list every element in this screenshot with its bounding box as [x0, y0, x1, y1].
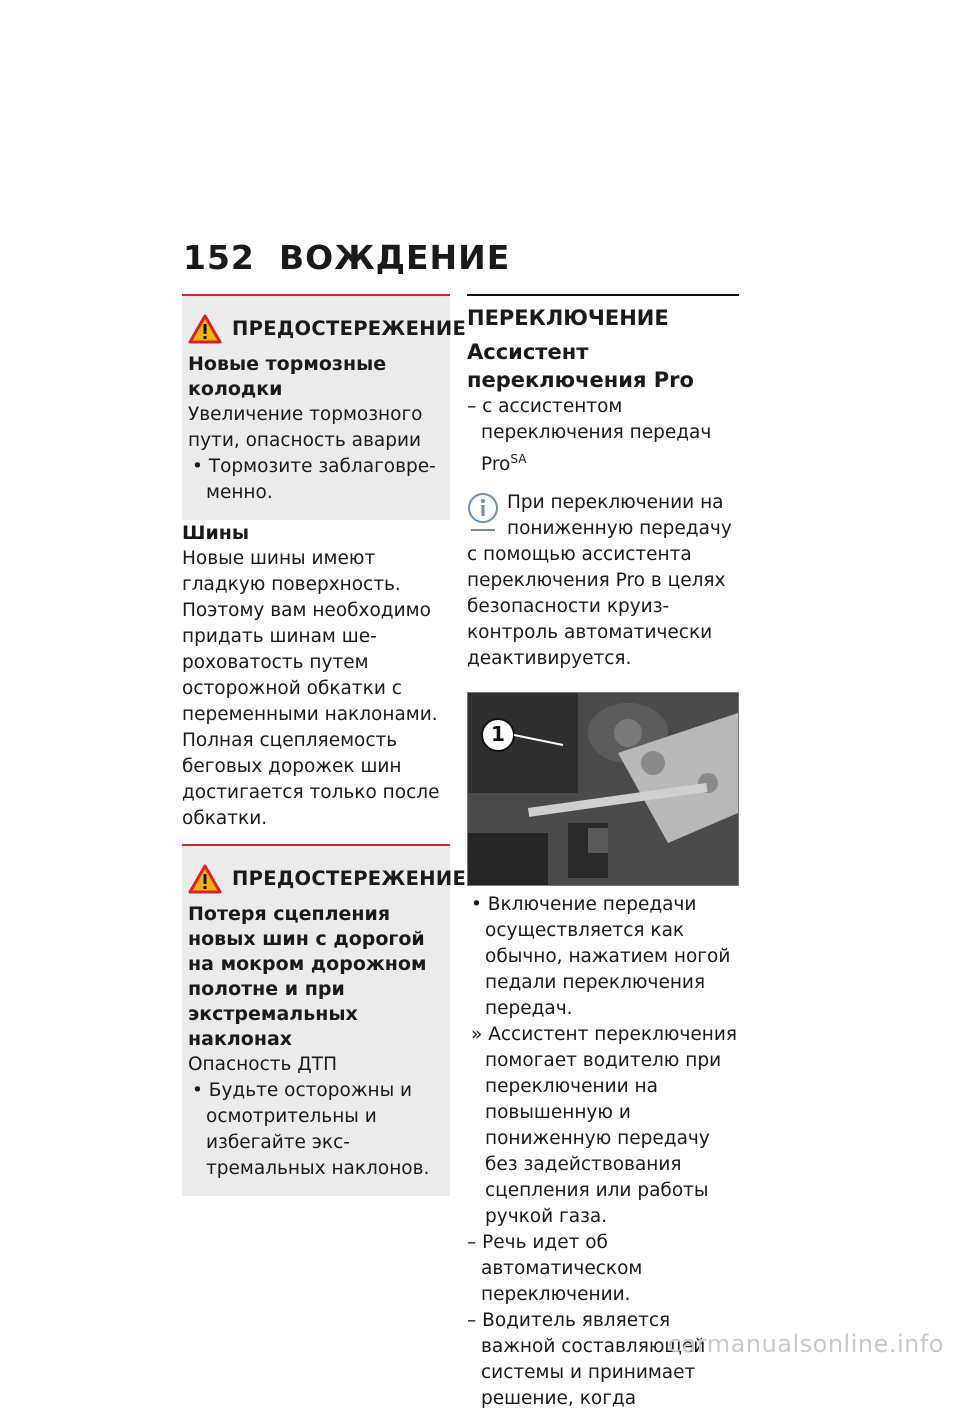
warning-triangle-icon [188, 864, 222, 894]
warning-bullet: • Будьте осторожны и осмотрительны и избегайте экстремальных наклонов. [192, 1080, 430, 1179]
photo-illustration [468, 693, 738, 885]
right-column [467, 294, 739, 1412]
warning-text: Опасность ДТП [188, 1054, 337, 1075]
tires-heading: Шины [182, 522, 250, 544]
warning-bullet: • Тормозите заблаговременно. [192, 456, 436, 503]
watermark: carmanualsonline.info [667, 1330, 944, 1358]
warning-box-brake-pads [182, 294, 467, 520]
warning-triangle-icon [188, 314, 222, 344]
result-item: » Ассистент переключения помогает водителю при переключении на повышенную и пониженную передачу без задействования сцепления или работы ручкой газа. [471, 1024, 738, 1228]
warning-title: ПРЕДОСТЕРЕЖЕНИЕ [232, 867, 467, 890]
option-line [467, 394, 739, 478]
warning-text: Увеличение тормозного пути, опасность аварии [188, 404, 423, 451]
section-title: ПЕРЕКЛЮЧЕНИЕ [467, 306, 669, 330]
warning-header [188, 864, 467, 894]
warning-title: ПРЕДОСТЕРЕЖЕНИЕ [232, 317, 467, 340]
dash-item: – Водитель является важной составляющей системы и принимает решение, когда [467, 1310, 706, 1410]
info-note [467, 490, 739, 672]
chapter-title: ВОЖДЕНИЕ [279, 238, 511, 277]
warning-heading: Потеря сцепления новых шин с дорогой на мокром дорожном полотне и при экстремальных наклонах [188, 903, 427, 1050]
tires-text: Новые шины имеют гладкую поверхность. Поэтому вам необходимо придать шинам шероховатость путем осторожной обкатки с переменными наклонами. Полная сцепляемость беговых дорожек шин достигается только после обкатки. [182, 548, 440, 829]
warning-heading: Новые тормозные колодки [188, 353, 387, 400]
warning-box-traction [182, 844, 467, 1196]
subsection-title: Ассистент переключения Pro [467, 340, 694, 392]
figure-callout-label: 1 [491, 722, 505, 747]
step-item: • Включение передачи осуществляется как обычно, нажатием ногой педали переключения передач. [471, 894, 731, 1020]
info-text: При переключении на пониженную передачу с помощью ассистента переключения Pro в целях безопасности круиз-контроль автоматически деактивируется. [467, 492, 732, 670]
shift-pedal-photo [467, 692, 739, 886]
page-header [183, 238, 510, 277]
info-icon [467, 492, 499, 532]
page-number: 152 [183, 238, 255, 277]
warning-header [188, 314, 467, 344]
section-rule [467, 294, 739, 332]
option-text: – с ассистентом переключения передач Pro [467, 396, 712, 476]
dash-item: – Речь идет об автоматическом переключении. [467, 1232, 643, 1306]
left-column [182, 294, 467, 1196]
option-sup: SA [510, 452, 527, 466]
